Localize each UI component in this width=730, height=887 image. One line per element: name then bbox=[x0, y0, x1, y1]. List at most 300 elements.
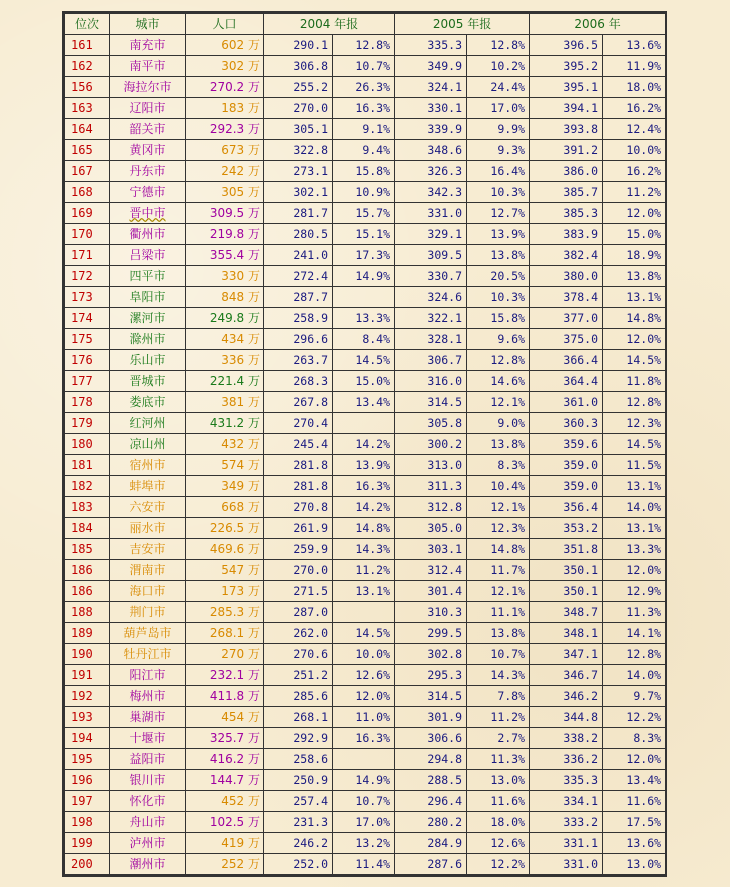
row-value-2006: 359.0 bbox=[530, 476, 603, 497]
row-population: 432 万 bbox=[186, 434, 264, 455]
row-city: 六安市 bbox=[110, 497, 186, 518]
row-value-2004: 273.1 bbox=[264, 161, 333, 182]
row-rank: 183 bbox=[65, 497, 110, 518]
row-growth-2006: 13.6% bbox=[603, 35, 666, 56]
row-growth-2006: 15.0% bbox=[603, 224, 666, 245]
city-ranking-table bbox=[64, 13, 666, 875]
row-value-2004: 255.2 bbox=[264, 77, 333, 98]
row-rank: 198 bbox=[65, 812, 110, 833]
row-growth-2004: 15.8% bbox=[333, 161, 395, 182]
row-rank: 170 bbox=[65, 224, 110, 245]
row-value-2005: 300.2 bbox=[395, 434, 467, 455]
table-row bbox=[65, 476, 666, 497]
row-population: 434 万 bbox=[186, 329, 264, 350]
table-body bbox=[65, 35, 666, 875]
row-population: 285.3 万 bbox=[186, 602, 264, 623]
row-value-2004: 267.8 bbox=[264, 392, 333, 413]
row-city: 丹东市 bbox=[110, 161, 186, 182]
row-city: 怀化市 bbox=[110, 791, 186, 812]
row-population: 411.8 万 bbox=[186, 686, 264, 707]
row-growth-2004: 12.0% bbox=[333, 686, 395, 707]
row-population: 381 万 bbox=[186, 392, 264, 413]
row-population: 325.7 万 bbox=[186, 728, 264, 749]
row-rank: 177 bbox=[65, 371, 110, 392]
row-growth-2006: 14.5% bbox=[603, 434, 666, 455]
table-row bbox=[65, 686, 666, 707]
row-value-2006: 391.2 bbox=[530, 140, 603, 161]
row-growth-2004: 10.7% bbox=[333, 56, 395, 77]
row-value-2004: 270.8 bbox=[264, 497, 333, 518]
row-population: 173 万 bbox=[186, 581, 264, 602]
row-growth-2005: 11.7% bbox=[467, 560, 530, 581]
table-row bbox=[65, 308, 666, 329]
row-population: 268.1 万 bbox=[186, 623, 264, 644]
row-population: 547 万 bbox=[186, 560, 264, 581]
row-value-2004: 261.9 bbox=[264, 518, 333, 539]
row-growth-2005: 17.0% bbox=[467, 98, 530, 119]
row-city: 葫芦岛市 bbox=[110, 623, 186, 644]
table-row bbox=[65, 770, 666, 791]
row-growth-2005: 13.8% bbox=[467, 623, 530, 644]
row-population: 252 万 bbox=[186, 854, 264, 875]
row-growth-2004: 15.0% bbox=[333, 371, 395, 392]
row-value-2004: 306.8 bbox=[264, 56, 333, 77]
row-rank: 184 bbox=[65, 518, 110, 539]
row-growth-2004: 16.3% bbox=[333, 476, 395, 497]
row-value-2005: 316.0 bbox=[395, 371, 467, 392]
table-row bbox=[65, 539, 666, 560]
row-growth-2005: 10.3% bbox=[467, 182, 530, 203]
row-city: 阜阳市 bbox=[110, 287, 186, 308]
row-rank: 156 bbox=[65, 77, 110, 98]
row-value-2006: 331.1 bbox=[530, 833, 603, 854]
row-city: 益阳市 bbox=[110, 749, 186, 770]
row-value-2005: 324.6 bbox=[395, 287, 467, 308]
row-value-2006: 360.3 bbox=[530, 413, 603, 434]
table-row bbox=[65, 665, 666, 686]
row-city: 巢湖市 bbox=[110, 707, 186, 728]
row-value-2004: 272.4 bbox=[264, 266, 333, 287]
row-city: 宁德市 bbox=[110, 182, 186, 203]
row-growth-2006: 12.0% bbox=[603, 203, 666, 224]
row-city: 泸州市 bbox=[110, 833, 186, 854]
row-rank: 195 bbox=[65, 749, 110, 770]
row-growth-2006: 11.9% bbox=[603, 56, 666, 77]
row-value-2004: 270.0 bbox=[264, 560, 333, 581]
row-value-2006: 393.8 bbox=[530, 119, 603, 140]
table-row bbox=[65, 350, 666, 371]
row-city: 滁州市 bbox=[110, 329, 186, 350]
table-row bbox=[65, 581, 666, 602]
row-value-2004: 322.8 bbox=[264, 140, 333, 161]
row-growth-2006: 12.2% bbox=[603, 707, 666, 728]
row-rank: 181 bbox=[65, 455, 110, 476]
row-growth-2004: 14.9% bbox=[333, 266, 395, 287]
row-rank: 173 bbox=[65, 287, 110, 308]
row-rank: 200 bbox=[65, 854, 110, 875]
row-city: 漯河市 bbox=[110, 308, 186, 329]
row-rank: 164 bbox=[65, 119, 110, 140]
row-growth-2005: 14.3% bbox=[467, 665, 530, 686]
row-growth-2005: 12.1% bbox=[467, 392, 530, 413]
row-value-2005: 314.5 bbox=[395, 392, 467, 413]
row-value-2006: 385.3 bbox=[530, 203, 603, 224]
row-growth-2006: 11.8% bbox=[603, 371, 666, 392]
row-value-2004: 287.7 bbox=[264, 287, 333, 308]
row-value-2006: 385.7 bbox=[530, 182, 603, 203]
row-value-2004: 263.7 bbox=[264, 350, 333, 371]
row-value-2004: 252.0 bbox=[264, 854, 333, 875]
row-value-2004: 285.6 bbox=[264, 686, 333, 707]
row-growth-2006: 13.6% bbox=[603, 833, 666, 854]
row-value-2006: 383.9 bbox=[530, 224, 603, 245]
row-value-2004: 302.1 bbox=[264, 182, 333, 203]
row-city: 娄底市 bbox=[110, 392, 186, 413]
table-row bbox=[65, 161, 666, 182]
row-growth-2004: 10.7% bbox=[333, 791, 395, 812]
row-value-2006: 348.7 bbox=[530, 602, 603, 623]
row-growth-2006: 12.8% bbox=[603, 392, 666, 413]
row-growth-2006: 13.1% bbox=[603, 518, 666, 539]
row-rank: 169 bbox=[65, 203, 110, 224]
row-value-2004: 258.6 bbox=[264, 749, 333, 770]
row-value-2005: 301.9 bbox=[395, 707, 467, 728]
row-value-2004: 250.9 bbox=[264, 770, 333, 791]
row-growth-2006: 10.0% bbox=[603, 140, 666, 161]
row-population: 302 万 bbox=[186, 56, 264, 77]
row-value-2004: 259.9 bbox=[264, 539, 333, 560]
row-value-2005: 312.4 bbox=[395, 560, 467, 581]
row-growth-2006: 12.0% bbox=[603, 560, 666, 581]
row-growth-2005: 12.8% bbox=[467, 35, 530, 56]
row-value-2004: 281.8 bbox=[264, 476, 333, 497]
row-growth-2005: 12.1% bbox=[467, 581, 530, 602]
row-value-2006: 377.0 bbox=[530, 308, 603, 329]
row-city: 南充市 bbox=[110, 35, 186, 56]
row-city: 蚌埠市 bbox=[110, 476, 186, 497]
table-row bbox=[65, 749, 666, 770]
row-value-2006: 331.0 bbox=[530, 854, 603, 875]
row-value-2006: 350.1 bbox=[530, 581, 603, 602]
row-growth-2004: 16.3% bbox=[333, 728, 395, 749]
row-value-2004: 257.4 bbox=[264, 791, 333, 812]
row-city: 潮州市 bbox=[110, 854, 186, 875]
row-population: 602 万 bbox=[186, 35, 264, 56]
row-growth-2006: 16.2% bbox=[603, 161, 666, 182]
row-value-2005: 328.1 bbox=[395, 329, 467, 350]
row-city: 阳江市 bbox=[110, 665, 186, 686]
header-rank: 位次 bbox=[65, 14, 110, 35]
row-population: 336 万 bbox=[186, 350, 264, 371]
table-row bbox=[65, 392, 666, 413]
row-city: 晋城市 bbox=[110, 371, 186, 392]
row-value-2005: 314.5 bbox=[395, 686, 467, 707]
row-growth-2005: 9.6% bbox=[467, 329, 530, 350]
row-value-2006: 375.0 bbox=[530, 329, 603, 350]
row-growth-2005: 13.0% bbox=[467, 770, 530, 791]
row-rank: 199 bbox=[65, 833, 110, 854]
row-growth-2006: 11.5% bbox=[603, 455, 666, 476]
row-rank: 180 bbox=[65, 434, 110, 455]
row-growth-2005: 12.2% bbox=[467, 854, 530, 875]
row-growth-2006: 13.1% bbox=[603, 476, 666, 497]
row-value-2006: 344.8 bbox=[530, 707, 603, 728]
row-population: 219.8 万 bbox=[186, 224, 264, 245]
table-row bbox=[65, 560, 666, 581]
row-value-2005: 330.1 bbox=[395, 98, 467, 119]
row-growth-2005: 18.0% bbox=[467, 812, 530, 833]
table-row bbox=[65, 623, 666, 644]
row-rank: 165 bbox=[65, 140, 110, 161]
table-row bbox=[65, 140, 666, 161]
row-population: 469.6 万 bbox=[186, 539, 264, 560]
row-growth-2005: 11.3% bbox=[467, 749, 530, 770]
row-rank: 191 bbox=[65, 665, 110, 686]
row-growth-2004: 12.6% bbox=[333, 665, 395, 686]
row-value-2006: 350.1 bbox=[530, 560, 603, 581]
row-value-2006: 396.5 bbox=[530, 35, 603, 56]
row-rank: 167 bbox=[65, 161, 110, 182]
row-growth-2006: 14.8% bbox=[603, 308, 666, 329]
row-value-2004: 270.6 bbox=[264, 644, 333, 665]
row-value-2004: 296.6 bbox=[264, 329, 333, 350]
row-growth-2005: 11.1% bbox=[467, 602, 530, 623]
row-value-2006: 380.0 bbox=[530, 266, 603, 287]
row-population: 419 万 bbox=[186, 833, 264, 854]
row-value-2005: 301.4 bbox=[395, 581, 467, 602]
row-value-2005: 312.8 bbox=[395, 497, 467, 518]
row-rank: 189 bbox=[65, 623, 110, 644]
row-growth-2005: 9.9% bbox=[467, 119, 530, 140]
row-growth-2004: 17.3% bbox=[333, 245, 395, 266]
row-city bbox=[110, 203, 186, 224]
row-value-2004: 271.5 bbox=[264, 581, 333, 602]
row-population: 102.5 万 bbox=[186, 812, 264, 833]
row-growth-2004: 14.8% bbox=[333, 518, 395, 539]
row-city: 辽阳市 bbox=[110, 98, 186, 119]
row-growth-2005: 11.2% bbox=[467, 707, 530, 728]
row-population: 309.5 万 bbox=[186, 203, 264, 224]
row-value-2005: 295.3 bbox=[395, 665, 467, 686]
row-rank: 194 bbox=[65, 728, 110, 749]
row-growth-2004: 9.4% bbox=[333, 140, 395, 161]
row-growth-2006: 13.8% bbox=[603, 266, 666, 287]
row-growth-2004: 14.2% bbox=[333, 497, 395, 518]
row-city: 海口市 bbox=[110, 581, 186, 602]
row-population: 673 万 bbox=[186, 140, 264, 161]
row-growth-2005: 10.4% bbox=[467, 476, 530, 497]
header-2004: 2004 年报 bbox=[264, 14, 395, 35]
table-row bbox=[65, 602, 666, 623]
row-rank: 192 bbox=[65, 686, 110, 707]
row-city: 丽水市 bbox=[110, 518, 186, 539]
row-growth-2004: 14.3% bbox=[333, 539, 395, 560]
row-population: 431.2 万 bbox=[186, 413, 264, 434]
table-row bbox=[65, 434, 666, 455]
row-population: 232.1 万 bbox=[186, 665, 264, 686]
row-value-2004: 245.4 bbox=[264, 434, 333, 455]
row-population: 249.8 万 bbox=[186, 308, 264, 329]
row-growth-2004: 11.2% bbox=[333, 560, 395, 581]
row-value-2004: 281.8 bbox=[264, 455, 333, 476]
row-population: 848 万 bbox=[186, 287, 264, 308]
row-city: 梅州市 bbox=[110, 686, 186, 707]
row-value-2005: 324.1 bbox=[395, 77, 467, 98]
row-value-2006: 395.1 bbox=[530, 77, 603, 98]
table-row bbox=[65, 413, 666, 434]
row-city: 南平市 bbox=[110, 56, 186, 77]
row-population: 668 万 bbox=[186, 497, 264, 518]
table-row bbox=[65, 98, 666, 119]
row-population: 183 万 bbox=[186, 98, 264, 119]
row-growth-2006: 14.5% bbox=[603, 350, 666, 371]
row-growth-2005: 16.4% bbox=[467, 161, 530, 182]
row-value-2004: 305.1 bbox=[264, 119, 333, 140]
row-growth-2005: 14.6% bbox=[467, 371, 530, 392]
table-row bbox=[65, 287, 666, 308]
row-value-2005: 329.1 bbox=[395, 224, 467, 245]
row-value-2004: 258.9 bbox=[264, 308, 333, 329]
row-value-2005: 305.0 bbox=[395, 518, 467, 539]
row-rank: 179 bbox=[65, 413, 110, 434]
row-growth-2006: 13.0% bbox=[603, 854, 666, 875]
row-rank: 171 bbox=[65, 245, 110, 266]
row-growth-2004 bbox=[333, 413, 395, 434]
header-2005: 2005 年报 bbox=[395, 14, 530, 35]
row-growth-2004 bbox=[333, 602, 395, 623]
row-growth-2006: 16.2% bbox=[603, 98, 666, 119]
table-row bbox=[65, 329, 666, 350]
row-value-2004: 246.2 bbox=[264, 833, 333, 854]
row-city: 韶关市 bbox=[110, 119, 186, 140]
row-growth-2004: 14.2% bbox=[333, 434, 395, 455]
row-growth-2004: 11.0% bbox=[333, 707, 395, 728]
table-row bbox=[65, 833, 666, 854]
row-growth-2005: 10.3% bbox=[467, 287, 530, 308]
row-growth-2005: 12.8% bbox=[467, 350, 530, 371]
table-row bbox=[65, 56, 666, 77]
table-row bbox=[65, 728, 666, 749]
row-value-2005: 294.8 bbox=[395, 749, 467, 770]
row-rank: 162 bbox=[65, 56, 110, 77]
row-value-2006: 378.4 bbox=[530, 287, 603, 308]
header-city: 城市 bbox=[110, 14, 186, 35]
row-rank: 186 bbox=[65, 560, 110, 581]
row-growth-2004: 10.0% bbox=[333, 644, 395, 665]
row-growth-2005: 13.8% bbox=[467, 434, 530, 455]
row-value-2006: 351.8 bbox=[530, 539, 603, 560]
row-value-2004: 262.0 bbox=[264, 623, 333, 644]
row-growth-2006: 11.2% bbox=[603, 182, 666, 203]
row-population: 452 万 bbox=[186, 791, 264, 812]
row-city: 吕梁市 bbox=[110, 245, 186, 266]
row-value-2006: 348.1 bbox=[530, 623, 603, 644]
row-rank: 174 bbox=[65, 308, 110, 329]
table-row bbox=[65, 854, 666, 875]
row-growth-2004: 12.8% bbox=[333, 35, 395, 56]
row-value-2006: 356.4 bbox=[530, 497, 603, 518]
row-population: 221.4 万 bbox=[186, 371, 264, 392]
row-growth-2006: 14.0% bbox=[603, 665, 666, 686]
row-growth-2006: 12.8% bbox=[603, 644, 666, 665]
table-row bbox=[65, 644, 666, 665]
row-city: 黄冈市 bbox=[110, 140, 186, 161]
row-value-2005: 331.0 bbox=[395, 203, 467, 224]
table-row bbox=[65, 245, 666, 266]
row-city: 红河州 bbox=[110, 413, 186, 434]
row-city: 海拉尔市 bbox=[110, 77, 186, 98]
row-city: 吉安市 bbox=[110, 539, 186, 560]
row-growth-2004 bbox=[333, 749, 395, 770]
row-population: 270 万 bbox=[186, 644, 264, 665]
row-growth-2006: 9.7% bbox=[603, 686, 666, 707]
row-value-2005: 306.6 bbox=[395, 728, 467, 749]
row-value-2004: 280.5 bbox=[264, 224, 333, 245]
row-value-2005: 305.8 bbox=[395, 413, 467, 434]
row-growth-2004: 11.4% bbox=[333, 854, 395, 875]
row-value-2004: 231.3 bbox=[264, 812, 333, 833]
row-value-2005: 299.5 bbox=[395, 623, 467, 644]
row-value-2006: 386.0 bbox=[530, 161, 603, 182]
row-value-2005: 288.5 bbox=[395, 770, 467, 791]
row-growth-2006: 13.3% bbox=[603, 539, 666, 560]
row-value-2006: 335.3 bbox=[530, 770, 603, 791]
row-population: 349 万 bbox=[186, 476, 264, 497]
row-value-2005: 322.1 bbox=[395, 308, 467, 329]
row-growth-2005: 10.7% bbox=[467, 644, 530, 665]
row-population: 292.3 万 bbox=[186, 119, 264, 140]
row-growth-2005: 14.8% bbox=[467, 539, 530, 560]
row-city: 宿州市 bbox=[110, 455, 186, 476]
row-growth-2006: 18.9% bbox=[603, 245, 666, 266]
row-growth-2004: 14.5% bbox=[333, 623, 395, 644]
table-row bbox=[65, 182, 666, 203]
row-rank: 196 bbox=[65, 770, 110, 791]
row-growth-2006: 14.0% bbox=[603, 497, 666, 518]
row-value-2005: 339.9 bbox=[395, 119, 467, 140]
row-growth-2005: 24.4% bbox=[467, 77, 530, 98]
row-growth-2005: 13.8% bbox=[467, 245, 530, 266]
row-growth-2005: 2.7% bbox=[467, 728, 530, 749]
row-growth-2005: 9.3% bbox=[467, 140, 530, 161]
row-value-2005: 287.6 bbox=[395, 854, 467, 875]
row-value-2006: 333.2 bbox=[530, 812, 603, 833]
row-growth-2004: 13.4% bbox=[333, 392, 395, 413]
row-growth-2004: 13.9% bbox=[333, 455, 395, 476]
row-value-2005: 280.2 bbox=[395, 812, 467, 833]
row-growth-2006: 11.6% bbox=[603, 791, 666, 812]
row-city-label: 晋中市 bbox=[129, 205, 166, 220]
row-population: 270.2 万 bbox=[186, 77, 264, 98]
row-growth-2004: 17.0% bbox=[333, 812, 395, 833]
row-rank: 161 bbox=[65, 35, 110, 56]
row-growth-2005: 15.8% bbox=[467, 308, 530, 329]
row-growth-2004: 26.3% bbox=[333, 77, 395, 98]
row-rank: 185 bbox=[65, 539, 110, 560]
row-value-2005: 310.3 bbox=[395, 602, 467, 623]
row-value-2005: 335.3 bbox=[395, 35, 467, 56]
row-growth-2005: 20.5% bbox=[467, 266, 530, 287]
table-row bbox=[65, 224, 666, 245]
row-value-2006: 346.7 bbox=[530, 665, 603, 686]
row-growth-2005: 7.8% bbox=[467, 686, 530, 707]
row-population: 416.2 万 bbox=[186, 749, 264, 770]
row-growth-2005: 12.3% bbox=[467, 518, 530, 539]
row-city: 舟山市 bbox=[110, 812, 186, 833]
row-growth-2004: 15.7% bbox=[333, 203, 395, 224]
row-value-2005: 309.5 bbox=[395, 245, 467, 266]
row-growth-2006: 8.3% bbox=[603, 728, 666, 749]
